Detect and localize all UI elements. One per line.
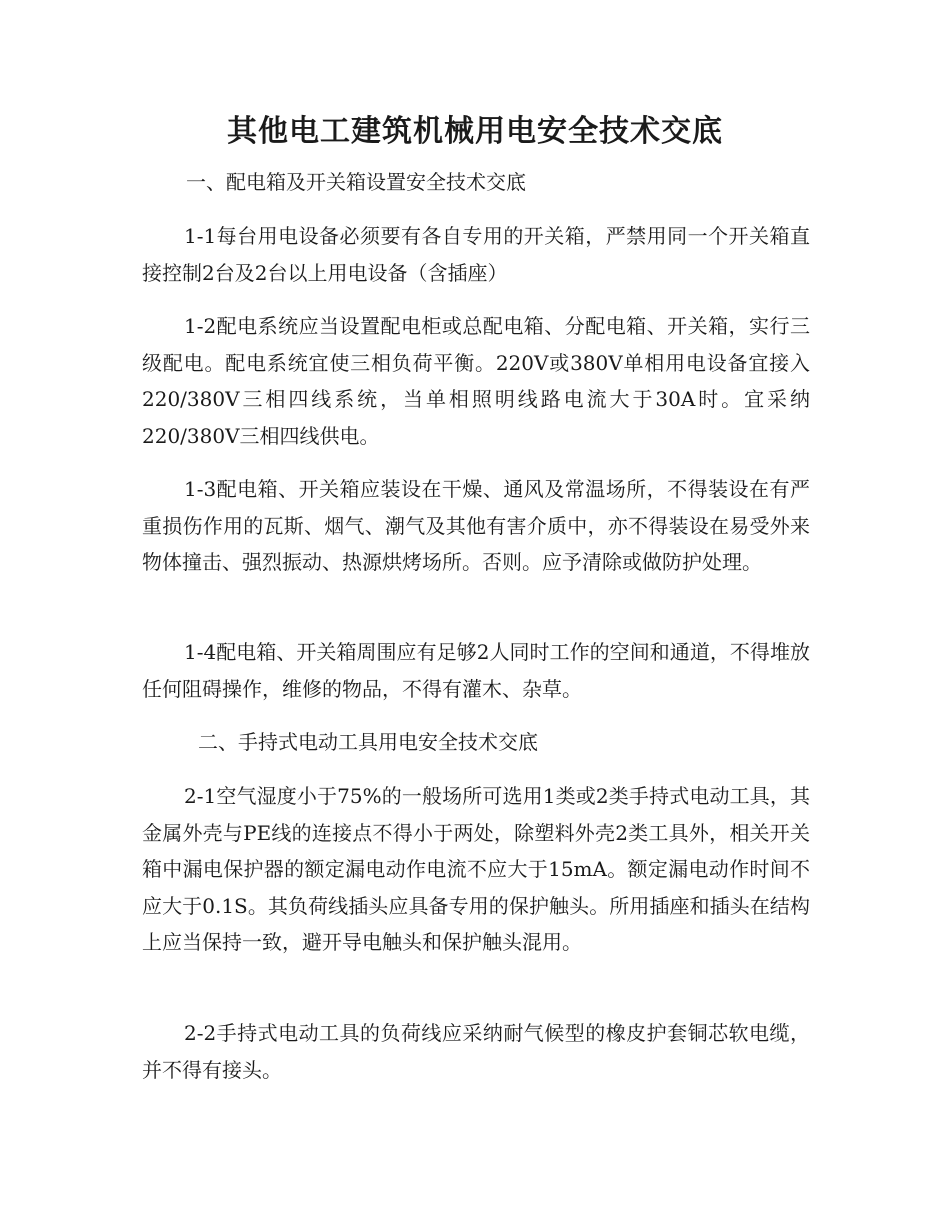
section-heading-1: 一、配电箱及开关箱设置安全技术交底 bbox=[186, 170, 526, 194]
paragraph-1-1: 1-1每台用电设备必须要有各自专用的开关箱，严禁用同一个开关箱直接控制2台及2台以上用电设备（含插座） bbox=[142, 224, 810, 285]
paragraph-2-1: 2-1空气湿度小于75%的一般场所可选用1类或2类手持式电动工具，其金属外壳与PE线的连接点不得小于两处，除塑料外壳2类工具外，相关开关箱中漏电保护器的额定漏电动作电流不应大于15mA。额定漏电动作时间不应大于0.1S。其负荷线插头应具备专用的保护触头。所用插座和插头在结构上应当保持一致，避开导电触头和保护触头混用。 bbox=[142, 784, 810, 955]
paragraph-1-4: 1-4配电箱、开关箱周围应有足够2人同时工作的空间和通道，不得堆放任何阻碍操作，维修的物品，不得有灌木、杂草。 bbox=[142, 640, 810, 701]
paragraph-1-2: 1-2配电系统应当设置配电柜或总配电箱、分配电箱、开关箱，实行三级配电。配电系统宜使三相负荷平衡。220V或380V单相用电设备宜接入220/380V三相四线系统，当单相照明线路电流大于30A时。宜采纳220/380V三相四线供电。 bbox=[142, 314, 810, 448]
document-title: 其他电工建筑机械用电安全技术交底 bbox=[227, 114, 723, 149]
section-heading-2: 二、手持式电动工具用电安全技术交底 bbox=[198, 730, 538, 754]
paragraph-1-3: 1-3配电箱、开关箱应装设在干燥、通风及常温场所，不得装设在有严重损伤作用的瓦斯、烟气、潮气及其他有害介质中，亦不得装设在易受外来物体撞击、强烈振动、热源烘烤场所。否则。应予清除或做防护处理。 bbox=[142, 477, 810, 575]
paragraph-2-2: 2-2手持式电动工具的负荷线应采纳耐气候型的橡皮护套铜芯软电缆，并不得有接头。 bbox=[142, 1021, 810, 1082]
